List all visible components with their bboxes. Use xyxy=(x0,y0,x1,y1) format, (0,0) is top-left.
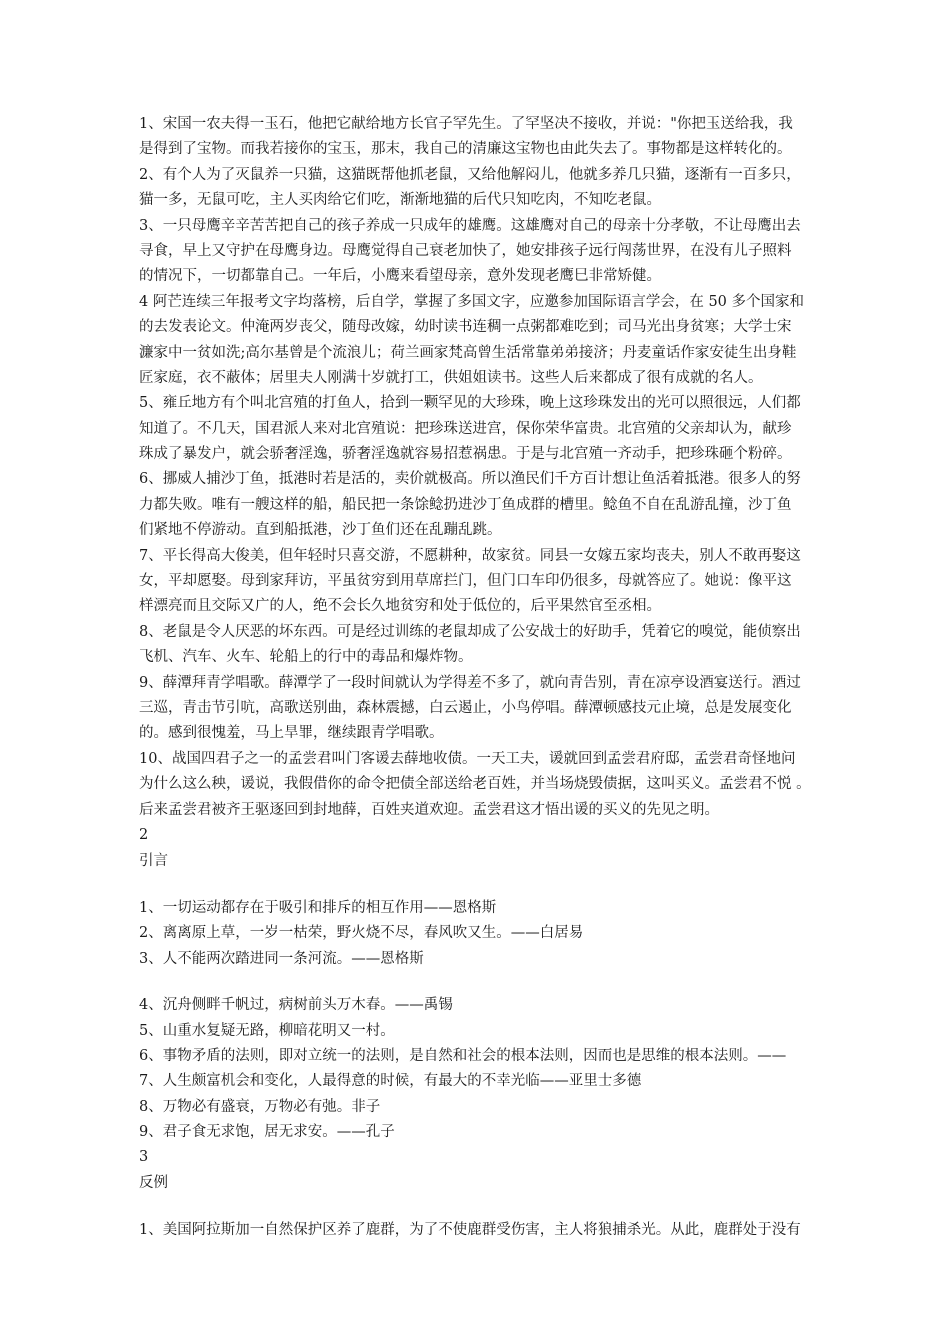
text-line: 10、战国四君子之一的孟尝君叫门客谖去薛地收债。一天工夫，谖就回到孟尝君府邸，孟尝君奇怪地问 xyxy=(139,750,796,767)
section-title: 引言 xyxy=(139,852,168,869)
quote-item: 2、离离原上草，一岁一枯荣，野火烧不尽，春风吹又生。——白居易 xyxy=(139,925,584,942)
example-paragraph-1 xyxy=(139,112,829,163)
text-line: 8、老鼠是令人厌恶的坏东西。可是经过训练的老鼠却成了公安战士的好助手，凭着它的嗅觉，能侦察出 xyxy=(139,623,801,640)
text-line: 7、平长得高大俊美，但年轻时只喜交游，不愿耕种，故家贫。同县一女嫁五家均丧夫，别人不敢再娶这 xyxy=(139,547,801,564)
example-paragraph-5 xyxy=(139,391,829,467)
section-title: 反例 xyxy=(139,1175,168,1192)
quote-item: 7、人生颇富机会和变化，人最得意的时候，有最大的不幸光临——亚里士多德 xyxy=(139,1073,642,1090)
example-paragraph-9 xyxy=(139,671,829,747)
text-line: 6、挪威人捕沙丁鱼，抵港时若是活的，卖价就极高。所以渔民们千方百计想让鱼活着抵港。很多人的努 xyxy=(139,471,801,488)
text-line: 样漂亮而且交际又广的人，绝不会长久地贫穷和处于低位的，后平果然官至丞相。 xyxy=(139,598,661,615)
text-line: 是得到了宝物。而我若接你的宝玉，那末，我自己的清廉这宝物也由此失去了。事物都是这样转化的。 xyxy=(139,141,792,158)
text-line: 力都失败。唯有一艘这样的船，船民把一条馀鲶扔进沙丁鱼成群的槽里。鲶鱼不自在乱游乱撞，沙丁鱼 xyxy=(139,496,792,513)
section-number: 3 xyxy=(139,1149,149,1166)
quotes-section xyxy=(139,823,829,1146)
text-line: 3、一只母鹰辛辛苦苦把自己的孩子养成一只成年的雄鹰。这雄鹰对自己的母亲十分孝敬，不让母鹰出去 xyxy=(139,217,801,234)
counterexamples-section xyxy=(139,1145,829,1243)
text-line: 匠家庭，衣不蔽体；居里夫人刚满十岁就打工，供姐姐读书。这些人后来都成了很有成就的名人。 xyxy=(139,369,763,386)
text-line: 珠成了暴发户，就会骄奢淫逸，骄奢淫逸就容易招惹祸患。于是与北宫殖一齐动手，把珍珠砸个粉碎。 xyxy=(139,446,792,463)
text-line: 三巡，青击节引吭，高歌送别曲，森林震撼，白云遏止，小鸟停唱。薛潭顿感技元止境，总是发展变化 xyxy=(139,699,792,716)
text-line: 4 阿芒连续三年报考文字均落榜，后自学，掌握了多国文字，应邀参加国际语言学会，在 50 多个国家和 xyxy=(139,293,804,310)
text-line: 猫一多，无鼠可吃，主人买肉给它们吃，渐渐地猫的后代只知吃肉，不知吃老鼠。 xyxy=(139,192,661,209)
text-line: 1、宋国一农夫得一玉石，他把它献给地方长官子罕先生。了罕坚决不接收，并说："你把玉送给我，我 xyxy=(139,116,793,132)
text-line: 们紧地不停游动。直到船抵港，沙丁鱼们还在乱蹦乱跳。 xyxy=(139,522,502,539)
text-line: 后来孟尝君被齐王驱逐回到封地薛，百姓夹道欢迎。孟尝君这才悟出谖的买义的先见之明。 xyxy=(139,801,719,818)
example-paragraph-3 xyxy=(139,214,829,290)
example-paragraph-8 xyxy=(139,620,829,671)
example-paragraph-6 xyxy=(139,467,829,543)
counterexample-item: 1、美国阿拉斯加一自然保护区养了鹿群，为了不使鹿群受伤害，主人将狼捕杀光。从此，鹿群处于没有 xyxy=(139,1222,801,1239)
spacer xyxy=(139,875,829,896)
text-line: 2、有个人为了灭鼠养一只猫，这猫既帮他抓老鼠，又给他解闷儿，他就多养几只猫，逐渐有一百多只， xyxy=(139,166,801,183)
text-line: 的情况下，一切都靠自己。一年后，小鹰来看望母亲，意外发现老鹰巳非常矫健。 xyxy=(139,268,661,285)
text-line: 女，平却愿娶。母到家拜访，平虽贫穷到用草席拦门，但门口车印仍很多，母就答应了。她说：像平这 xyxy=(139,573,792,590)
quote-item: 5、山重水复疑无路，柳暗花明又一村。 xyxy=(139,1022,395,1039)
quote-item: 6、事物矛盾的法则，即对立统一的法则，是自然和社会的根本法则，因而也是思维的根本法则。—— xyxy=(139,1047,787,1064)
examples-section xyxy=(139,112,829,823)
quote-item: 9、君子食无求饱，居无求安。——孔子 xyxy=(139,1124,395,1141)
quote-item: 8、万物必有盛衰，万物必有弛。非子 xyxy=(139,1098,381,1115)
quote-item: 1、一切运动都存在于吸引和排斥的相互作用——恩格斯 xyxy=(139,899,497,916)
document-body xyxy=(139,112,829,1244)
quote-item: 3、人不能两次踏进同一条河流。——恩格斯 xyxy=(139,950,424,967)
text-line: 9、薛潭拜青学唱歌。薛潭学了一段时间就认为学得差不多了，就向青告别，青在凉亭设酒宴送行。酒过 xyxy=(139,674,801,691)
section-number: 2 xyxy=(139,826,149,843)
example-paragraph-7 xyxy=(139,544,829,620)
text-line: 濂家中一贫如洗;高尔基曾是个流浪儿；荷兰画家梵高曾生活常靠弟弟接济；丹麦童话作家安徒生出身鞋 xyxy=(139,344,797,361)
text-line: 知道了。不几天，国君派人来对北宫殖说：把珍珠送进宫，保你荣华富贵。北宫殖的父亲却认为，献珍 xyxy=(139,420,792,437)
text-line: 为什么这么秧，谖说，我假借你的命令把债全部送给老百姓，并当场烧毁债据，这叫买义。孟尝君不悦 。 xyxy=(139,776,811,793)
text-line: 飞机、汽车、火车、轮船上的行中的毒品和爆炸物。 xyxy=(139,649,473,666)
quote-item: 4、沉舟侧畔千帆过，病树前头万木春。——禹锡 xyxy=(139,997,453,1014)
text-line: 5、雍丘地方有个叫北宫殖的打鱼人，拾到一颗罕见的大珍珠，晚上这珍珠发出的光可以照很远，人们都 xyxy=(139,395,801,412)
text-line: 寻食，早上又守护在母鹰身边。母鹰觉得自己衰老加快了，她安排孩子远行闯荡世界，在没有儿子照料 xyxy=(139,242,792,259)
spacer xyxy=(139,1197,829,1218)
text-line: 的去发表论文。仲淹两岁丧父，随母改嫁，幼时读书连稠一点粥都难吃到；司马光出身贫寒；大学士宋 xyxy=(139,319,792,336)
text-line: 的。感到很愧羞，马上旱罪，继续跟青学唱歌。 xyxy=(139,725,444,742)
example-paragraph-10 xyxy=(139,747,829,823)
example-paragraph-2 xyxy=(139,163,829,214)
example-paragraph-4 xyxy=(139,290,829,392)
spacer xyxy=(139,972,829,993)
